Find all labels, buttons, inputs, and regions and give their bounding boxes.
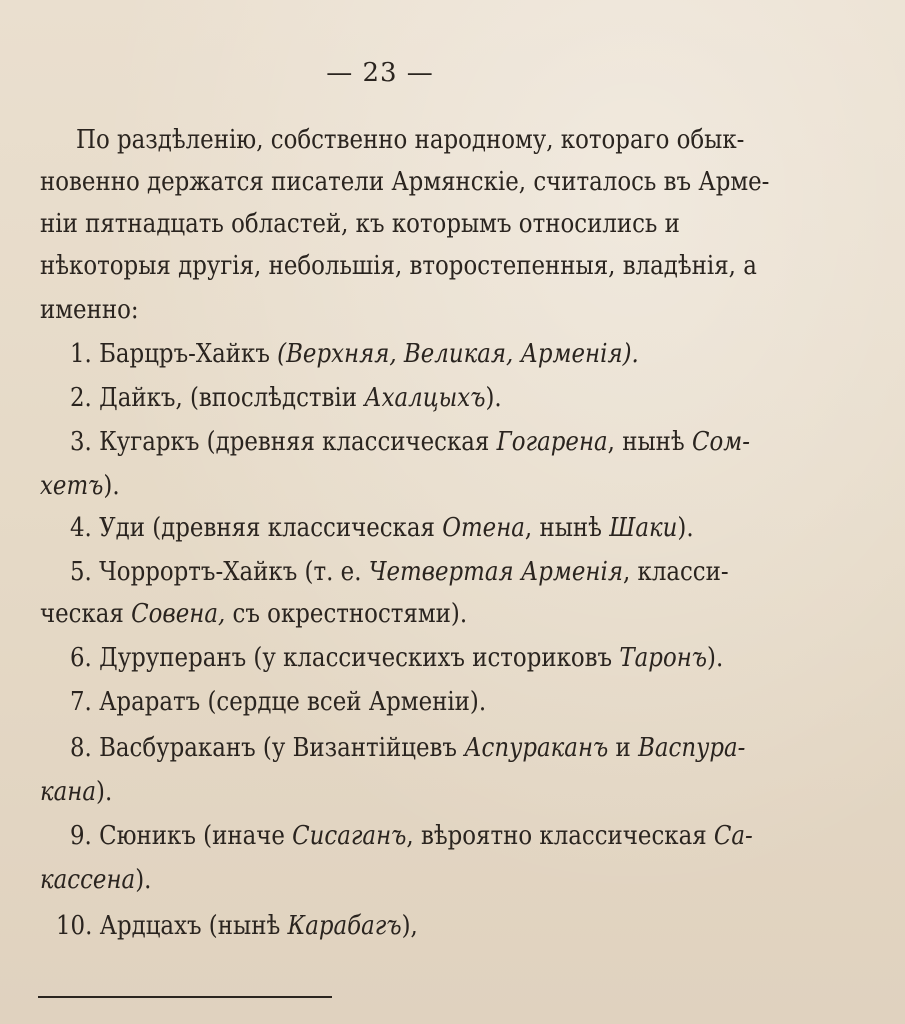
item-text: ). [485,383,502,413]
item-italic: Са- [713,821,753,851]
item-text: ), [401,911,418,941]
item-italic: Таронъ [619,643,708,673]
footnote-rule [38,996,332,998]
item-italic: Четвертая Арменія [368,557,623,587]
item-text: 7. Араратъ (сердце всей Арменіи). [70,687,487,717]
intro-line-5: именно: [40,295,139,325]
item-text: ). [707,643,724,673]
item-italic: Васпура- [638,733,746,763]
list-item-8 [70,732,745,764]
item-italic: Гогарена [496,427,608,457]
item-text: 10. Ардцахъ (нынѣ [56,911,288,941]
list-item-2 [70,382,502,414]
item-italic: (Верхняя, Великая, Арменія). [277,339,639,369]
item-text: ческая [40,599,132,629]
list-item-1 [70,338,639,370]
intro-line-3: ніи пятнадцать областей, къ которымъ относились и [40,209,680,239]
list-item-10 [56,910,418,942]
item-text: ). [103,471,120,501]
list-item-7 [70,686,486,718]
item-text: 4. Уди (древняя классическая [70,513,443,543]
item-italic: кана [40,777,97,807]
item-italic: Ахалцыхъ [364,383,486,413]
item-text: 1. Барцръ-Хайкъ [70,339,278,369]
list-item-3-continued [40,470,120,502]
item-italic: Карабагъ [287,911,402,941]
list-item-5-continued [40,598,467,630]
list-item-9 [70,820,753,852]
item-italic: Отена [442,513,525,543]
item-italic: кассена [40,865,136,895]
item-text: 8. Васбураканъ (у Византійцевъ [70,733,465,763]
item-italic: Шаки [609,513,678,543]
item-text: и [608,733,639,763]
item-text: , нынѣ [607,427,692,457]
list-item-9-continued [40,864,151,896]
item-text: ). [677,513,694,543]
item-italic: Аспураканъ [464,733,609,763]
intro-line-4: нѣкоторыя другія, небольшія, второстепенныя, владѣнія, а [40,251,757,281]
item-italic: Сом- [691,427,750,457]
intro-line-2: новенно держатся писатели Армянскіе, считалось въ Арме- [40,167,770,197]
item-text: ). [96,777,113,807]
item-italic: хетъ [40,471,104,501]
item-italic: Совена, [131,599,226,629]
item-text: 9. Сюникъ (иначе [70,821,293,851]
item-text: съ окрестностями). [225,599,468,629]
item-text: , класси- [622,557,729,587]
item-text: , вѣроятно классическая [406,821,714,851]
list-item-5 [70,556,729,588]
item-text: ). [135,865,152,895]
item-text: 6. Дуруперанъ (у классическихъ историковъ [70,643,620,673]
list-item-8-continued [40,776,112,808]
item-text: 3. Кугаркъ (древняя классическая [70,427,497,457]
item-italic: Сисаганъ [292,821,407,851]
item-text: , нынѣ [524,513,610,543]
list-item-4 [70,512,694,544]
item-text: 2. Дайкъ, (впослѣдствіи [70,383,365,413]
list-item-3 [70,426,750,458]
list-item-6 [70,642,723,674]
page-number: — 23 — [326,58,434,88]
item-text: 5. Чоррортъ-Хайкъ (т. е. [70,557,369,587]
intro-line-1: По раздѣленію, собственно народному, котораго обык- [76,125,745,155]
